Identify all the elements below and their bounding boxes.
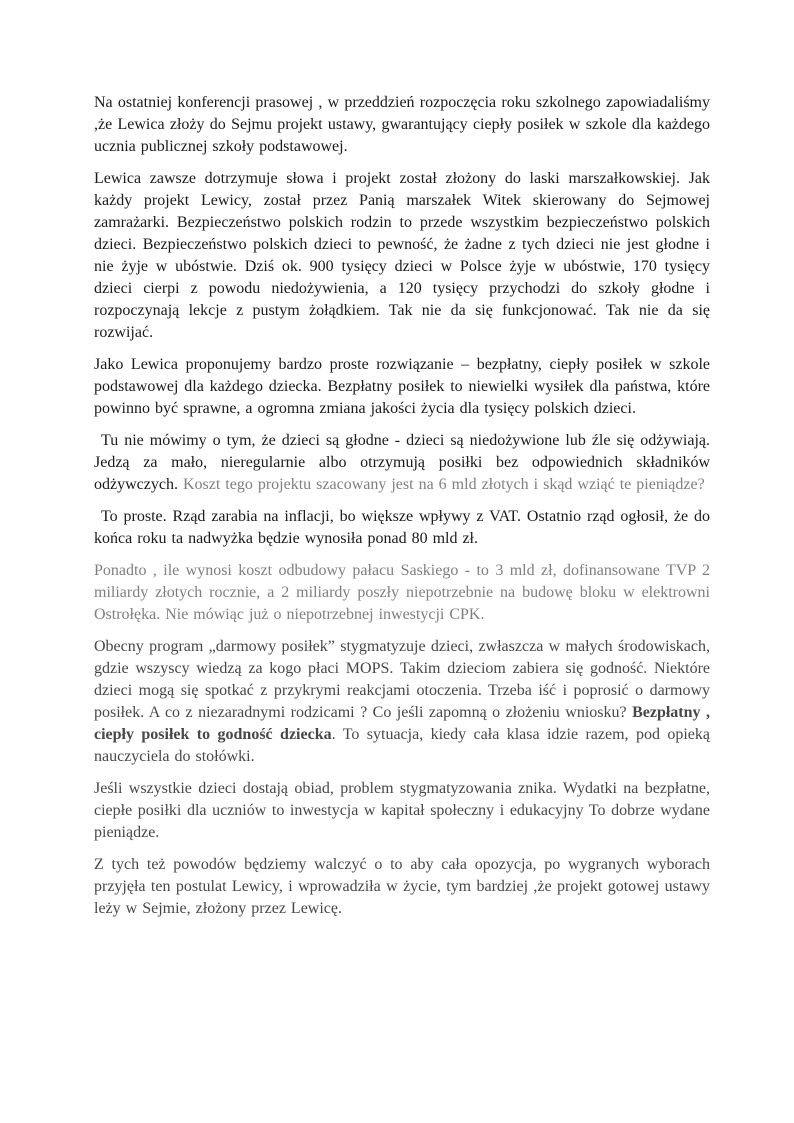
text-segment: Tu nie mówimy o tym, że dzieci są głodne - dzieci są niedożywione lub źle się odżywiają. Jedzą za mało, nieregularnie albo otrzymują posiłki bez odpowiednich składników odżywczych. [94, 432, 710, 493]
document-body [94, 92, 710, 920]
paragraph [94, 354, 710, 420]
text-segment: Jako Lewica proponujemy bardzo proste rozwiązanie – bezpłatny, ciepły posiłek w szkole podstawowej dla każdego dziecka. Bezpłatny posiłek to niewielki wysiłek dla państwa, które powinno być sprawne, a ogromna zmiana jakości życia dla tysięcy polskich dzieci. [94, 356, 710, 417]
text-segment: Obecny program „darmowy posiłek” stygmatyzuje dzieci, zwłaszcza w małych środowiskach, gdzie wszyscy wiedzą za kogo płaci MOPS. Takim dzieciom zabiera się godność. Niektóre dzieci mogą się spotkać z przykrymi reakcjami otoczenia. Trzeba iść i poprosić o darmowy posiłek. A co z niezaradnymi rodzicami ? Co jeśli zapomną o złożeniu wniosku? [94, 638, 710, 721]
text-segment: Na ostatniej konferencji prasowej , w przeddzień rozpoczęcia roku szkolnego zapowiadaliśmy ,że Lewica złoży do Sejmu projekt ustawy, gwarantujący ciepły posiłek w szkole dla każdego ucznia publicznej szkoły podstawowej. [94, 94, 710, 155]
paragraph [94, 636, 710, 768]
text-segment: Z tych też powodów będziemy walczyć o to aby cała opozycja, po wygranych wyborach przyjęła ten postulat Lewicy, i wprowadziła w życie, tym bardziej ,że projekt gotowej ustawy leży w Sejmie, złożony przez Lewicę. [94, 856, 710, 917]
paragraph [94, 506, 710, 550]
text-segment: . To sytuacja, kiedy cała klasa idzie razem, pod opieką nauczyciela do stołówki. [94, 726, 710, 765]
text-segment: To proste. Rząd zarabia na inflacji, bo większe wpływy z VAT. Ostatnio rząd ogłosił, że do końca roku ta nadwyżka będzie wynosiła ponad 80 mld zł. [94, 508, 710, 547]
text-segment: Ponadto , ile wynosi koszt odbudowy pałacu Saskiego - to 3 mld zł, dofinansowane TVP 2 miliardy złotych rocznie, a 2 miliardy poszły niepotrzebnie na budowę bloku w elektrowni Ostrołęka. Nie mówiąc już o niepotrzebnej inwestycji CPK. [94, 562, 710, 623]
paragraph [94, 560, 710, 626]
text-segment: Lewica zawsze dotrzymuje słowa i projekt został złożony do laski marszałkowskiej. Jak każdy projekt Lewicy, został przez Panią marszałek Witek skierowany do Sejmowej zamrażarki. Bezpieczeństwo polskich rodzin to przede wszystkim bezpieczeństwo polskich dzieci. Bezpieczeństwo polskich dzieci to pewność, że żadne z tych dzieci nie jest głodne i nie żyje w ubóstwie. Dziś ok. 900 tysięcy dzieci w Polsce żyje w ubóstwie, 170 tysięcy dzieci cierpi z powodu niedożywienia, a 120 tysięcy przychodzi do szkoły głodne i rozpoczynają lekcje z pustym żołądkiem. Tak nie da się funkcjonować. Tak nie da się rozwijać. [94, 170, 710, 341]
paragraph [94, 854, 710, 920]
text-segment: Jeśli wszystkie dzieci dostają obiad, problem stygmatyzowania znika. Wydatki na bezpłatne, ciepłe posiłki dla uczniów to inwestycja w kapitał społeczny i edukacyjny To dobrze wydane pieniądze. [94, 780, 710, 841]
paragraph [94, 168, 710, 344]
paragraph [94, 92, 710, 158]
paragraph [94, 778, 710, 844]
bold-text-segment: Bezpłatny , ciepły posiłek to godność dziecka [94, 704, 710, 743]
text-segment: Koszt tego projektu szacowany jest na 6 mld złotych i skąd wziąć te pieniądze? [182, 476, 705, 493]
paragraph [94, 430, 710, 496]
